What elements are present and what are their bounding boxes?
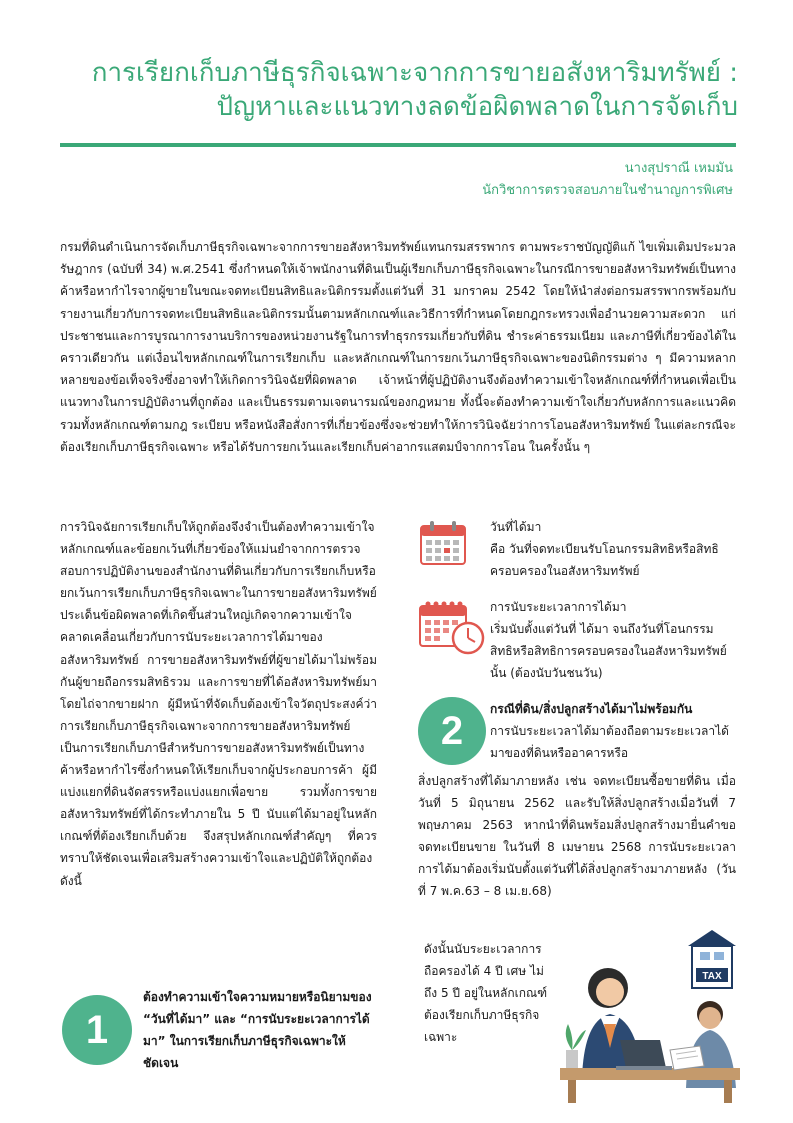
definition-acquisition-date xyxy=(490,516,736,582)
intro-paragraph: กรมที่ดินดำเนินการจัดเก็บภาษีธุรกิจเฉพาะจากการขายอสังหาริมทรัพย์แทนกรมสรรพากร ตามพระราชบัญญัติแก้ ไขเพิ่มเติมประมวลรัษฎากร (ฉบับที่ 34) พ.ศ.2541 ซึ่งกำหนดให้เจ้าพนักงานที่ดินเป็นผู้เรียกเก็บภาษีธุรกิจเฉพาะในกรณีการขายอสังหาริมทรัพย์เป็นทางค้าหรือหากำไรจากผู้ขายในขณะจดทะเบียนสิทธิและนิติกรรมตั้งแต่วันที่ 31 มกราคม 2542 โดยให้นำส่งต่อกรมสรรพากรพร้อมกับรายงานเกี่ยวกับการจดทะเบียนสิทธิและนิติกรรมนั้นตามหลักเกณฑ์และวิธีการที่กำหนดโดยกฎกระทรวงเพื่ออำนวยความสะดวก แก่ประชาชนและการบูรณาการงานบริการของหน่วยงานรัฐในการทำธุรกรรมเกี่ยวกับที่ดิน ชำระค่าธรรมเนียม และภาษีที่เกี่ยวข้องได้ในคราวเดียวกัน แต่เงื่อนไขหลักเกณฑ์ในการเรียกเก็บ และหลักเกณฑ์ในการยกเว้นภาษีธุรกิจเฉพาะของนิติกรรมต่าง ๆ มีความหลากหลายของข้อเท็จจริงซึ่งอาจทำให้เกิดการวินิจฉัยที่ผิดพลาด เจ้าหน้าที่ผู้ปฏิบัติงานจึงต้องทำความเข้าใจหลักเกณฑ์ที่กำหนดเพื่อเป็นแนวทางในการปฏิบัติงานที่ถูกต้อง และเป็นธรรมตามเจตนารมณ์ของกฎหมาย ทั้งนี้จะต้องทำความเข้าใจเกี่ยวกับหลักการและแนวคิดรวมทั้งหลักเกณฑ์ตามกฎ ระเบียบ หรือหนังสือสั่งการที่เกี่ยวข้องซึ่งจะช่วยทำให้การวินิจฉัยว่าการโอนอสังหาริมทรัพย์ ในแต่ละกรณีจะต้องเรียกเก็บภาษีธุรกิจเฉพาะ หรือได้รับการยกเว้นและเรียกเก็บค่าอากรแสตมป์จากการโอน ในครั้งนั้น ๆ xyxy=(60,240,736,454)
page-title xyxy=(60,56,738,124)
step-2-badge: 2 xyxy=(418,697,486,765)
title-divider xyxy=(60,143,736,147)
tax-sign-label: TAX xyxy=(702,971,722,982)
house-tax-icon xyxy=(688,930,736,988)
step-2-example: สิ่งปลูกสร้างที่ได้มาภายหลัง เช่น จดทะเบียนซื้อขายที่ดิน เมื่อวันที่ 5 มิถุนายน 2562 และรับให้สิ่งปลูกสร้างเมื่อวันที่ 7 พฤษภาคม 2563 หากนำที่ดินพร้อมสิ่งปลูกสร้างมายื่นคำขอจดทะเบียนขาย ในวันที่ 8 เมษายน 2568 การนับระยะเวลาการได้มาต้องเริ่มนับตั้งแต่วันที่ได้สิ่งปลูกสร้างมาภายหลัง (วันที่ 7 พ.ค.63 – 8 เม.ย.68) xyxy=(418,774,736,898)
tax-office-illustration xyxy=(560,928,740,1103)
step-2-heading: กรณีที่ดิน/สิ่งปลูกสร้างได้มาไม่พร้อมกัน xyxy=(490,702,693,716)
step-1-text: ต้องทำความเข้าใจความหมายหรือนิยามของ “วันที่ได้มา” และ “การนับระยะเวลาการได้มา” ในการเรียกเก็บภาษีธุรกิจเฉพาะให้ชัดเจน xyxy=(143,990,372,1070)
definition-term: วันที่ได้มา xyxy=(490,520,542,534)
title-line-1: การเรียกเก็บภาษีธุรกิจเฉพาะจากการขายอสังหาริมทรัพย์ : xyxy=(91,58,738,88)
title-line-2: ปัญหาและแนวทางลดข้อผิดพลาดในการจัดเก็บ xyxy=(216,92,738,122)
calendar-icon xyxy=(418,518,468,568)
step-1-badge: 1 xyxy=(62,995,132,1065)
definition-period-count xyxy=(490,596,736,684)
definition-term: การนับระยะเวลาการได้มา xyxy=(490,600,627,614)
left-column-paragraph: การวินิจฉัยการเรียกเก็บให้ถูกต้องจึงจำเป็นต้องทำความเข้าใจหลักเกณฑ์และข้อยกเว้นที่เกี่ยวข้องให้แม่นยำจากการตรวจสอบการปฏิบัติงานของสำนักงานที่ดินเกี่ยวกับการเรียกเก็บหรือยกเว้นการเรียกเก็บภาษีธุรกิจเฉพาะในการขายอสังหาริมทรัพย์ ประเด็นข้อผิดพลาดที่เกิดขึ้นส่วนใหญ่เกิดจากความเข้าใจคลาดเคลื่อนเกี่ยวกับการนับระยะเวลาการได้มาของอสังหาริมทรัพย์ การขายอสังหาริมทรัพย์ที่ผู้ขายได้มาไม่พร้อมกันผู้ขายถือกรรมสิทธิรวม และการขายที่ได้อสังหาริมทรัพย์มาโดยไถ่จากขายฝาก ผู้มีหน้าที่จัดเก็บต้องเข้าใจวัตถุประสงค์ว่า การเรียกเก็บภาษีธุรกิจเฉพาะจากการขายอสังหาริมทรัพย์เป็นการเรียกเก็บภาษีสำหรับการขายอสังหาริมทรัพย์เป็นทางค้าหรือหากำไรซึ่งกำหนดให้เรียกเก็บจากผู้ประกอบการค้า ผู้มีแบ่งแยกที่ดินจัดสรรหรือแบ่งแยกเพื่อขาย รวมทั้งการขายอสังหาริมทรัพย์ที่ได้กระทำภายใน 5 ปี นับแต่ได้มาอยู่ในหลักเกณฑ์ที่ต้องเรียกเก็บด้วย จึงสรุปหลักเกณฑ์สำคัญๆ ที่ควรทราบให้ชัดเจนเพื่อเสริมสร้างความเข้าใจและปฏิบัติให้ถูกต้อง ดังนี้ xyxy=(60,520,377,888)
step-2-text: การนับระยะเวลาได้มาต้องถือตามระยะเวลาได้มาของที่ดินหรืออาคารหรือ xyxy=(490,724,729,760)
author-block xyxy=(482,158,733,202)
definition-desc: เริ่มนับตั้งแต่วันที่ ได้มา จนถึงวันที่โอนกรรมสิทธิหรือสิทธิการครอบครองในอสังหาริมทรัพย์นั้น (ต้องนับวันชนวัน) xyxy=(490,622,727,680)
calendar-clock-icon xyxy=(418,598,486,656)
conclusion-text: ดังนั้นนับระยะเวลาการถือครองได้ 4 ปี เศษ ไม่ถึง 5 ปี อยู่ในหลักเกณฑ์ต้องเรียกเก็บภาษีธุรกิจเฉพาะ xyxy=(424,942,548,1044)
definition-desc: คือ วันที่จดทะเบียนรับโอนกรรมสิทธิหรือสิทธิครอบครองในอสังหาริมทรัพย์ xyxy=(490,542,719,578)
author-name: นางสุปราณี เหมมัน xyxy=(624,161,733,176)
author-position: นักวิชาการตรวจสอบภายในชำนาญการพิเศษ xyxy=(482,183,733,198)
